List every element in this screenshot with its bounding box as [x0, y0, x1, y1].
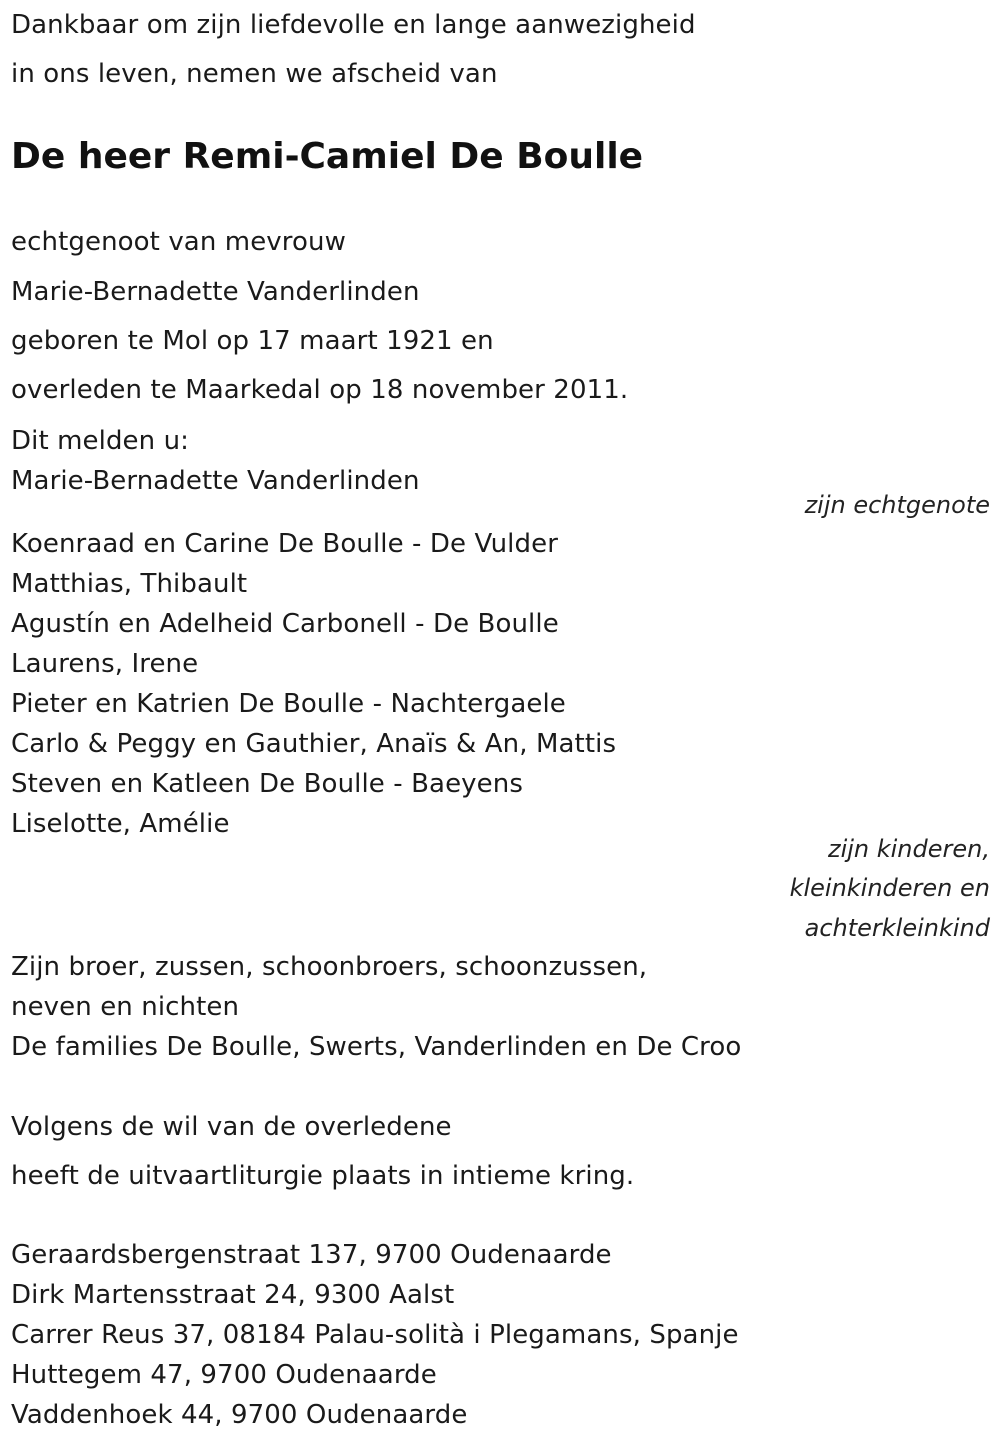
child-line: Matthias, Thibault	[11, 569, 248, 599]
funeral-note-line: heeft de uitvaartliturgie plaats in intieme kring.	[11, 1161, 635, 1191]
spouse-name: Marie-Bernadette Vanderlinden	[11, 277, 420, 307]
spouse-intro: echtgenoot van mevrouw	[11, 227, 346, 257]
address-line: Carrer Reus 37, 08184 Palau-solità i Plegamans, Spanje	[11, 1320, 739, 1350]
address-line: Dirk Martensstraat 24, 9300 Aalst	[11, 1280, 455, 1310]
funeral-note-line: Volgens de wil van de overledene	[11, 1112, 452, 1142]
address-line: Geraardsbergenstraat 137, 9700 Oudenaarde	[11, 1240, 612, 1270]
child-line: Carlo & Peggy en Gauthier, Anaïs & An, Mattis	[11, 729, 617, 759]
children-role-line: kleinkinderen en	[789, 874, 990, 902]
children-role-line: zijn kinderen,	[827, 835, 990, 863]
child-line: Steven en Katleen De Boulle - Baeyens	[11, 769, 523, 799]
spouse-role: zijn echtgenote	[804, 491, 990, 519]
relatives-line: De families De Boulle, Swerts, Vanderlinden en De Croo	[11, 1032, 742, 1062]
child-line: Agustín en Adelheid Carbonell - De Boulle	[11, 609, 559, 639]
child-line: Koenraad en Carine De Boulle - De Vulder	[11, 529, 558, 559]
relatives-line: Zijn broer, zussen, schoonbroers, schoonzussen,	[11, 952, 648, 982]
child-line: Laurens, Irene	[11, 649, 199, 679]
child-line: Pieter en Katrien De Boulle - Nachtergaele	[11, 689, 566, 719]
deceased-name: De heer Remi-Camiel De Boulle	[11, 136, 644, 177]
intro-line-2: in ons leven, nemen we afscheid van	[11, 59, 498, 89]
announcement-intro: Dit melden u:	[11, 426, 190, 456]
birth-line: geboren te Mol op 17 maart 1921 en	[11, 326, 494, 356]
child-line: Liselotte, Amélie	[11, 809, 230, 839]
children-role-line: achterkleinkind	[804, 914, 990, 942]
relatives-line: neven en nichten	[11, 992, 240, 1022]
address-line: Huttegem 47, 9700 Oudenaarde	[11, 1360, 437, 1390]
death-line: overleden te Maarkedal op 18 november 2011.	[11, 375, 629, 405]
address-line: Vaddenhoek 44, 9700 Oudenaarde	[11, 1400, 468, 1430]
announcement-spouse: Marie-Bernadette Vanderlinden	[11, 466, 420, 496]
intro-line-1: Dankbaar om zijn liefdevolle en lange aanwezigheid	[11, 10, 696, 40]
